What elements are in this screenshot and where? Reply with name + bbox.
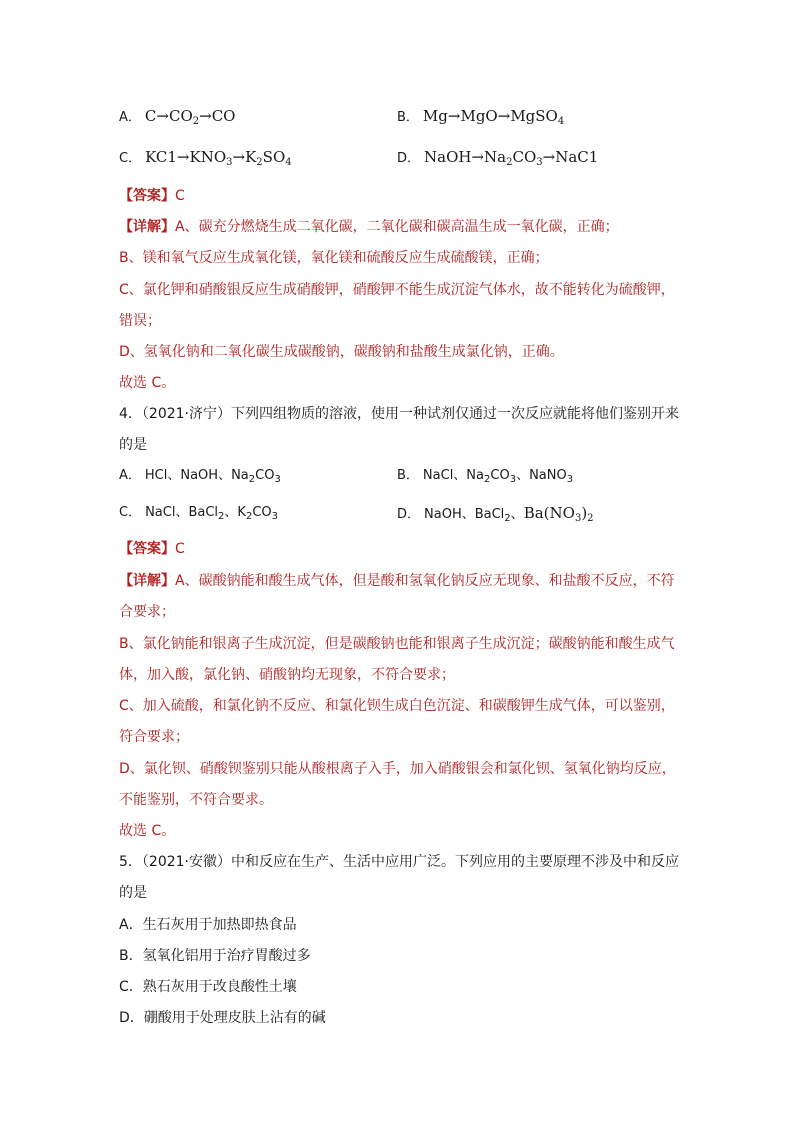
- q4-detail-line6: 符合要求；: [119, 729, 189, 745]
- q5-option-a: A．生石灰用于加热即热食品: [119, 917, 297, 933]
- q3-option-b-formula: Mg→MgO→MgSO$_4$: [422, 107, 565, 127]
- q4-detail-line8: 不能鉴别，不符合要求。: [119, 792, 273, 808]
- q4-detail-line5: C、加入硫酸，和氯化钠不反应、和氯化钡生成白色沉淀、和碳酸钾生成气体，可以鉴别，: [119, 698, 675, 714]
- q4-option-b: B． NaCl、$Na_2CO_3$、NaNO$_3$: [397, 468, 574, 485]
- q5-stem-line2: 的是: [119, 885, 147, 901]
- q5-stem-line1: 5．（2021·安徽）中和反应在生产、生活中应用广泛。下列应用的主要原理不涉及中和反应: [119, 854, 679, 870]
- q3-option-c-formula: $KC1\to KNO_3\to K_2SO_4$: [145, 148, 292, 168]
- q4-detail-line7: D、氯化钡、硝酸钡鉴别只能从酸根离子入手，加入硝酸银会和氯化钡、氢氧化钠均反应，: [119, 761, 676, 777]
- q4-option-c: C． NaCl、BaCl$_2$、$K_2CO_3$: [119, 505, 279, 522]
- q3-answer: 【答案】C: [119, 188, 185, 204]
- q4-option-d: D． NaOH、BaCl$_2$、$Ba(NO_3)_2$: [397, 504, 594, 524]
- q3-detail-line2: B、镁和氧气反应生成氧化镁，氧化镁和硫酸反应生成硫酸镁，正确；: [119, 250, 549, 266]
- q3-conclusion: 故选 C。: [119, 375, 176, 391]
- q3-option-a: A． $C\to CO_2\to CO$: [119, 107, 236, 127]
- q3-detail-line4: 错误；: [119, 313, 161, 329]
- q4-conclusion: 故选 C。: [119, 823, 176, 839]
- q3-option-c: C． $KC1\to KNO_3\to K_2SO_4$: [119, 148, 292, 168]
- q4-detail-line4: 体，加入酸，氯化钠、硝酸钠均无现象，不符合要求；: [119, 667, 455, 683]
- q4-answer: 【答案】C: [119, 541, 185, 557]
- q4-detail-line2: 合要求；: [119, 604, 175, 620]
- q4-stem-line1: 4．（2021·济宁）下列四组物质的溶液，使用一种试剂仅通过一次反应就能将他们鉴别开来: [119, 406, 679, 422]
- q5-option-d: D．硼酸用于处理皮肤上沾有的碱: [119, 1010, 326, 1026]
- q4-stem-line2: 的是: [119, 437, 147, 453]
- q3-detail-line3: C、氯化钾和硝酸银反应生成硝酸钾，硝酸钾不能生成沉淀气体水，故不能转化为硫酸钾，: [119, 282, 675, 298]
- q4-option-d-formula: $Ba(NO_3)_2$: [523, 504, 594, 524]
- q3-option-d: D． $NaOH\to Na_2CO_3\to NaC1$: [397, 148, 599, 168]
- q3-detail-line5: D、氢氧化钠和二氧化碳生成碳酸钠，碳酸钠和盐酸生成氯化钠，正确。: [119, 344, 564, 360]
- q4-detail-line3: B、氯化钠能和银离子生成沉淀，但是碳酸钠也能和银离子生成沉淀；碳酸钠能和酸生成气: [119, 636, 675, 652]
- q5-option-b: B．氢氧化铝用于治疗胃酸过多: [119, 948, 311, 964]
- q3-option-d-formula: $NaOH\to Na_2CO_3\to NaC1$: [424, 148, 599, 168]
- q3-option-a-formula: $C\to CO_2\to CO$: [144, 107, 236, 127]
- q4-option-a: A． HCl、NaOH、$Na_2CO_3$: [119, 468, 281, 485]
- q5-option-c: C．熟石灰用于改良酸性土壤: [119, 979, 297, 995]
- q4-detail-line1: 【详解】A、碳酸钠能和酸生成气体，但是酸和氢氧化钠反应无现象、和盐酸不反应，不符: [119, 573, 675, 589]
- q3-detail-line1: 【详解】A、碳充分燃烧生成二氧化碳，二氧化碳和碳高温生成一氧化碳，正确；: [119, 219, 619, 235]
- q3-option-b: B． Mg→MgO→MgSO$_4$: [397, 107, 565, 127]
